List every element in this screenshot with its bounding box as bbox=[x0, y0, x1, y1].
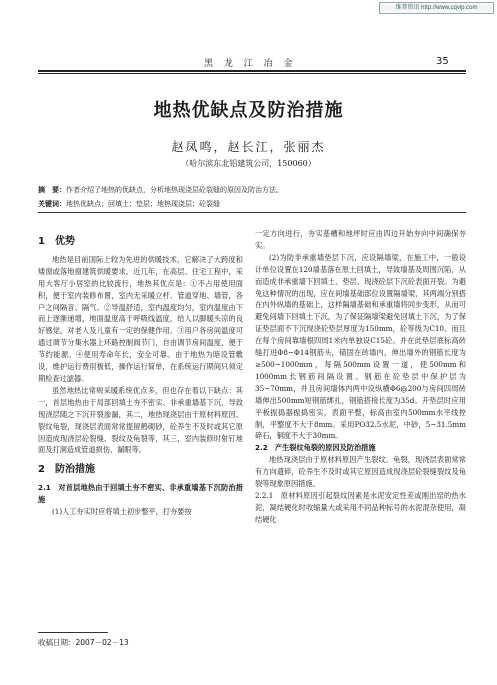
section-heading: 2.2.1 原材料原因引起裂纹因素是水泥安定性差或刚出窑的热水泥，凝结硬化时收缩量大或采用不同品种标号的水泥混杂使用，凝结硬化 bbox=[255, 490, 466, 524]
section-heading: 1 优势 bbox=[38, 236, 75, 247]
received-date: 收稿日期：2007－02－13 bbox=[38, 638, 129, 647]
article-title: 地热优缺点及防治措施 bbox=[153, 100, 344, 121]
keywords bbox=[38, 199, 466, 209]
section-heading: 2.2 产生裂纹龟裂的原因及防治措施 bbox=[255, 443, 376, 453]
body-paragraph: 地热现浇层由于原材料原因产生裂纹、龟裂，现浇层表面常常有方向遗碎，砼养生不及时或其它原因造成现浇层砼裂缝裂纹及龟裂等现象原因措施。 bbox=[255, 455, 466, 489]
header-rule-thin bbox=[38, 73, 466, 74]
footnote-rule bbox=[38, 632, 108, 633]
body-paragraph: 地热是目前国际上较为先进的供暖技术，它解决了大跨度和矮窗或落地窗建筑供暖要求，近几年，在高层、住宅工程中，采用大客厅小居室的比较流行，地热其优点是：①不占用使用面积，便于室内装修布置，室内无采暖立杆、管道穿地、墙管，各户之间隔音、隔气。②导温舒适，室内温度均匀，室内温度由下而上逐渐递增，地面温度高于呼吸线温度，给人以脚暖头凉的良好感觉，对老人及儿童有一定的保健作用。③用户各房间温度可通过调节分集水器上环路控制阀节门，自由调节房间温度，便于节约能源。④使用寿命年长，安全可靠。由于地热为暗设管敷设，维护运行费用极低，操作运行简单，在系统运行期间只须定期检查过滤器。 bbox=[38, 254, 243, 383]
keywords-label: 关键词： bbox=[38, 200, 66, 208]
body-paragraph: (1)人工夯实时应将填土初步整平，打夯要按 bbox=[52, 507, 192, 517]
body-paragraph: (2)为防非承重墙垫层下沉，应设隔墙梁，在施工中，一般设计单位设置在120墙基落在原土回填土，导致墙基及周围沉陷，从而造成非承重墙下回填土、垫层、现浇砼层下沉砼表面开裂。为避免这种情况的出现，应在间墙基础部位设置隔墙梁，其两端分别搭在内外纵墙的基础上，这样隔墙基础和承重墙将同步变形，从而可避免间墙下回填土下沉，为了保证隔墙梁避免回填土下沉，为了保证垫层面不下沉现浇砼垫层厚度为150mm，砼等级为C10。而且在每个房间靠墙根四周1米内单独设C15砼。并在此垫层底标高砖缝打进Φ8~Φ14钢筋头，锚固在砖墙内，伸出墙外的钢筋长度为≥500~1000mm，每隔500mm设置一道，使500mm和1000mm长钢筋间隔设置。钢筋在砼垫层中保护层为35~70mm，并且房间墙体内两中设纵横Φ6@200与房间四周砖墙伸出500mm短钢筋绑扎，钢筋搭接长度为35d。开垫层时应用平板振捣器振捣密实，表面平整，标高由室内500mm水平线控制，平整度不大于8mm。采用PO32.5水泥，中砂，5~31.5mm碎石，铜度不大于30mm。 bbox=[255, 252, 466, 441]
author-affiliation: （哈尔滨东北铝建筑公司，150060） bbox=[181, 159, 316, 168]
abstract-label: 摘 要： bbox=[38, 186, 66, 194]
abstract-divider bbox=[38, 212, 466, 213]
body-paragraph: 虽然地热比常规采暖系统优点多，但也存在着以下缺点：其一，首层地热由于局部回填土夯不密实、非承重墙基下沉，导致现浇层随之下沉开裂渗漏，其二，地热现浇层由于原材料原因、裂纹龟裂，现浇层表面常常提留鹤砌砂，砼养生不及时或其它原因造成现浇层砼裂缝、裂纹及龟裂等，其三，室内装修时射钉地面及打洞造成管道损伤、漏眼等。 bbox=[38, 385, 243, 455]
abstract bbox=[38, 185, 466, 195]
body-column-left bbox=[38, 228, 243, 518]
journal-name: 黑 龙 江 冶 金 bbox=[204, 59, 297, 69]
section-heading: 2.1 对首层地热由于回填土夯不密实、非承重墙基下沉防治措施 bbox=[38, 483, 243, 505]
keywords-text: 地热优缺点；回填土；垫层；地热现浇层；砼裂缝 bbox=[66, 200, 220, 208]
article-authors: 赵凤鸣，赵长江，张丽杰 bbox=[171, 140, 326, 154]
watermark-stamp: 维普资讯 http://www.cqvip.com bbox=[379, 2, 494, 14]
body-paragraph: 一定方向进行，夯实基槽和地坪时应由四边开始夯向中间确保夯实。 bbox=[255, 229, 466, 250]
page-number: 35 bbox=[436, 56, 449, 67]
header-rule bbox=[38, 70, 466, 72]
section-heading: 2 防治措施 bbox=[38, 464, 95, 476]
body-column-right bbox=[255, 228, 466, 526]
abstract-text: 作者介绍了地热的优缺点，分析地热现浇层砼裂缝的原因及防治方法。 bbox=[66, 186, 283, 194]
